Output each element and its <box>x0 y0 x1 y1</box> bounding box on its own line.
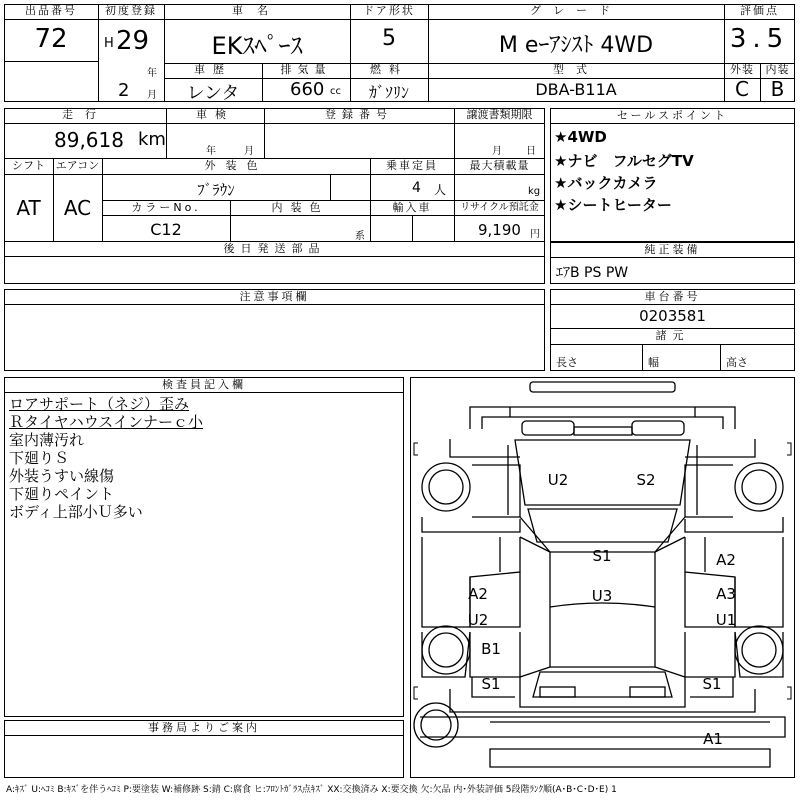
legend: A:ｷｽﾞ U:ﾍｺﾐ B:ｷｽﾞを伴うﾍｺﾐ P:要塗装 W:補修跡 S:錆 C:腐食 ヒ:ﾌﾛﾝﾄｶﾞﾗｽ点ｷｽﾞ XX:交換済み X:要交換 欠:欠品 内･外装評価 5段階ﾗﾝｸ順(A･B･C･D･E) 1 <box>6 785 617 795</box>
height-label: 高さ <box>726 356 748 369</box>
width-label: 幅 <box>648 356 659 369</box>
office-label: 事務局よりご案内 <box>5 721 403 736</box>
sales-point-item: ★4WD <box>554 128 607 146</box>
registration-number-label: 登録番号 <box>325 108 393 121</box>
score: 3.5 <box>729 24 790 54</box>
color-number: C12 <box>150 220 182 239</box>
mark-left-front-door: A2 <box>468 585 488 603</box>
era: H <box>104 36 114 51</box>
inspector-note: Ｒタイヤハウスインナーｃ小 <box>9 413 203 431</box>
length-label: 長さ <box>556 356 578 369</box>
mileage-unit: km <box>138 129 166 150</box>
mark-left-rear-quarter: S1 <box>481 675 501 693</box>
sales-point-item: ★バックカメラ <box>554 174 658 192</box>
inspection-year-unit: 年 <box>206 146 216 157</box>
inspector-note: ロアサポート（ネジ）歪み <box>9 395 190 413</box>
car-name-label: 車名 <box>232 4 282 17</box>
mark-roof-upper: S1 <box>592 547 612 565</box>
lot-number-label: 出品番号 <box>25 4 77 17</box>
interior-color-suffix: 系 <box>355 231 365 242</box>
shift: AT <box>16 196 41 220</box>
mark-left-rear-door: U2 <box>467 611 489 629</box>
exterior-grade-label: 外装 <box>730 63 754 76</box>
inspector-note: 下廻りＳ <box>9 449 70 467</box>
sales-point-item: ★シートヒーター <box>554 196 672 214</box>
interior-grade: B <box>770 77 785 101</box>
inspector-note: 下廻りペイント <box>9 485 115 503</box>
recycle-deposit-unit: 円 <box>530 229 540 240</box>
factory-equipment: ｴｱB PS PW <box>556 265 629 281</box>
fuel-label: 燃料 <box>370 63 408 76</box>
transfer-deadline-label: 譲渡書類期限 <box>466 108 533 121</box>
first-registration-label: 初度登録 <box>105 4 157 17</box>
recycle-deposit-label: リサイクル預託金 <box>460 202 539 213</box>
recycle-deposit: 9,190 <box>478 221 521 239</box>
mark-hood-left: U2 <box>547 471 569 489</box>
displacement-label: 排気量 <box>280 63 332 76</box>
grade-label: グレード <box>530 4 622 17</box>
history-label: 車歴 <box>194 63 232 76</box>
inspector-note: 外装うすい線傷 <box>9 467 115 485</box>
mark-left-rear-fender: B1 <box>481 640 501 658</box>
exterior-color-label: 外装色 <box>204 159 268 172</box>
car-name: EKｽﾍﾟｰｽ <box>211 32 303 60</box>
chassis-number-label: 車台番号 <box>551 290 794 305</box>
car-damage-diagram <box>410 377 795 778</box>
exterior-grade: C <box>735 77 749 101</box>
inspector-note: 室内薄汚れ <box>9 431 85 449</box>
inspector-label: 検査員記入欄 <box>5 378 403 393</box>
inspector-note: ボディ上部小Ｕ多い <box>9 503 143 521</box>
aircon-label: エアコン <box>55 159 100 172</box>
model-code: DBA-B11A <box>535 80 617 99</box>
mark-right-front-fender: A2 <box>716 551 736 569</box>
year-unit: 年 <box>147 68 157 79</box>
door-type-label: ドア形状 <box>363 4 415 17</box>
inspection-month-unit: 月 <box>244 146 254 157</box>
interior-color-label: 内装色 <box>271 201 329 214</box>
registration-month: 2 <box>118 80 130 101</box>
lot-number: 72 <box>34 24 68 54</box>
sales-points-list <box>554 128 694 216</box>
notes-label: 注意事項欄 <box>5 290 544 305</box>
model-code-label: 型式 <box>553 63 599 76</box>
mark-right-rear-door: U1 <box>715 611 737 629</box>
factory-equipment-label: 純正装備 <box>551 243 794 258</box>
sales-point-item: ★ナビ フルセグTV <box>554 152 694 170</box>
mark-right-front-door: A3 <box>716 585 736 603</box>
capacity: 4 <box>412 180 421 196</box>
inspection-label: 車検 <box>196 108 234 121</box>
door-count: 5 <box>382 26 396 51</box>
mark-hood-right: S2 <box>636 471 656 489</box>
chassis-number: 0203581 <box>639 307 706 325</box>
displacement-unit: cc <box>330 86 341 97</box>
mileage-label: 走行 <box>62 108 108 121</box>
dimensions-label: 諸元 <box>655 329 690 342</box>
inspector-notes <box>9 395 203 521</box>
registration-year: 29 <box>116 26 150 56</box>
exterior-color: ﾌﾞﾗｳﾝ <box>197 181 235 199</box>
displacement: 660 <box>290 79 325 100</box>
mileage: 89,618 <box>54 128 124 152</box>
color-number-label: カラーNo. <box>131 201 201 214</box>
aircon: AC <box>63 196 92 220</box>
score-label: 評価点 <box>740 4 779 17</box>
sales-points-label: セールスポイント <box>551 109 794 124</box>
transfer-day-unit: 日 <box>526 146 536 157</box>
capacity-unit: 人 <box>434 183 447 197</box>
grade: M eｰｱｼｽﾄ 4WD <box>498 33 654 58</box>
mark-right-rear-quarter: S1 <box>702 675 722 693</box>
max-load-unit: kg <box>528 186 541 197</box>
month-unit: 月 <box>147 90 157 101</box>
max-load-label: 最大積載量 <box>469 159 530 172</box>
fuel-type: ｶﾞｿﾘﾝ <box>368 83 409 102</box>
interior-grade-label: 内装 <box>765 63 790 76</box>
mark-rear-bumper: A1 <box>703 730 723 748</box>
transfer-month-unit: 月 <box>492 146 502 157</box>
capacity-label: 乗車定員 <box>386 159 438 172</box>
accessories-label: 後日発送部品 <box>223 242 326 255</box>
mark-roof-center: U3 <box>591 587 613 605</box>
shift-label: シフト <box>12 159 45 172</box>
import-label: 輸入車 <box>392 201 432 214</box>
vehicle-history: レンタ <box>186 83 240 104</box>
